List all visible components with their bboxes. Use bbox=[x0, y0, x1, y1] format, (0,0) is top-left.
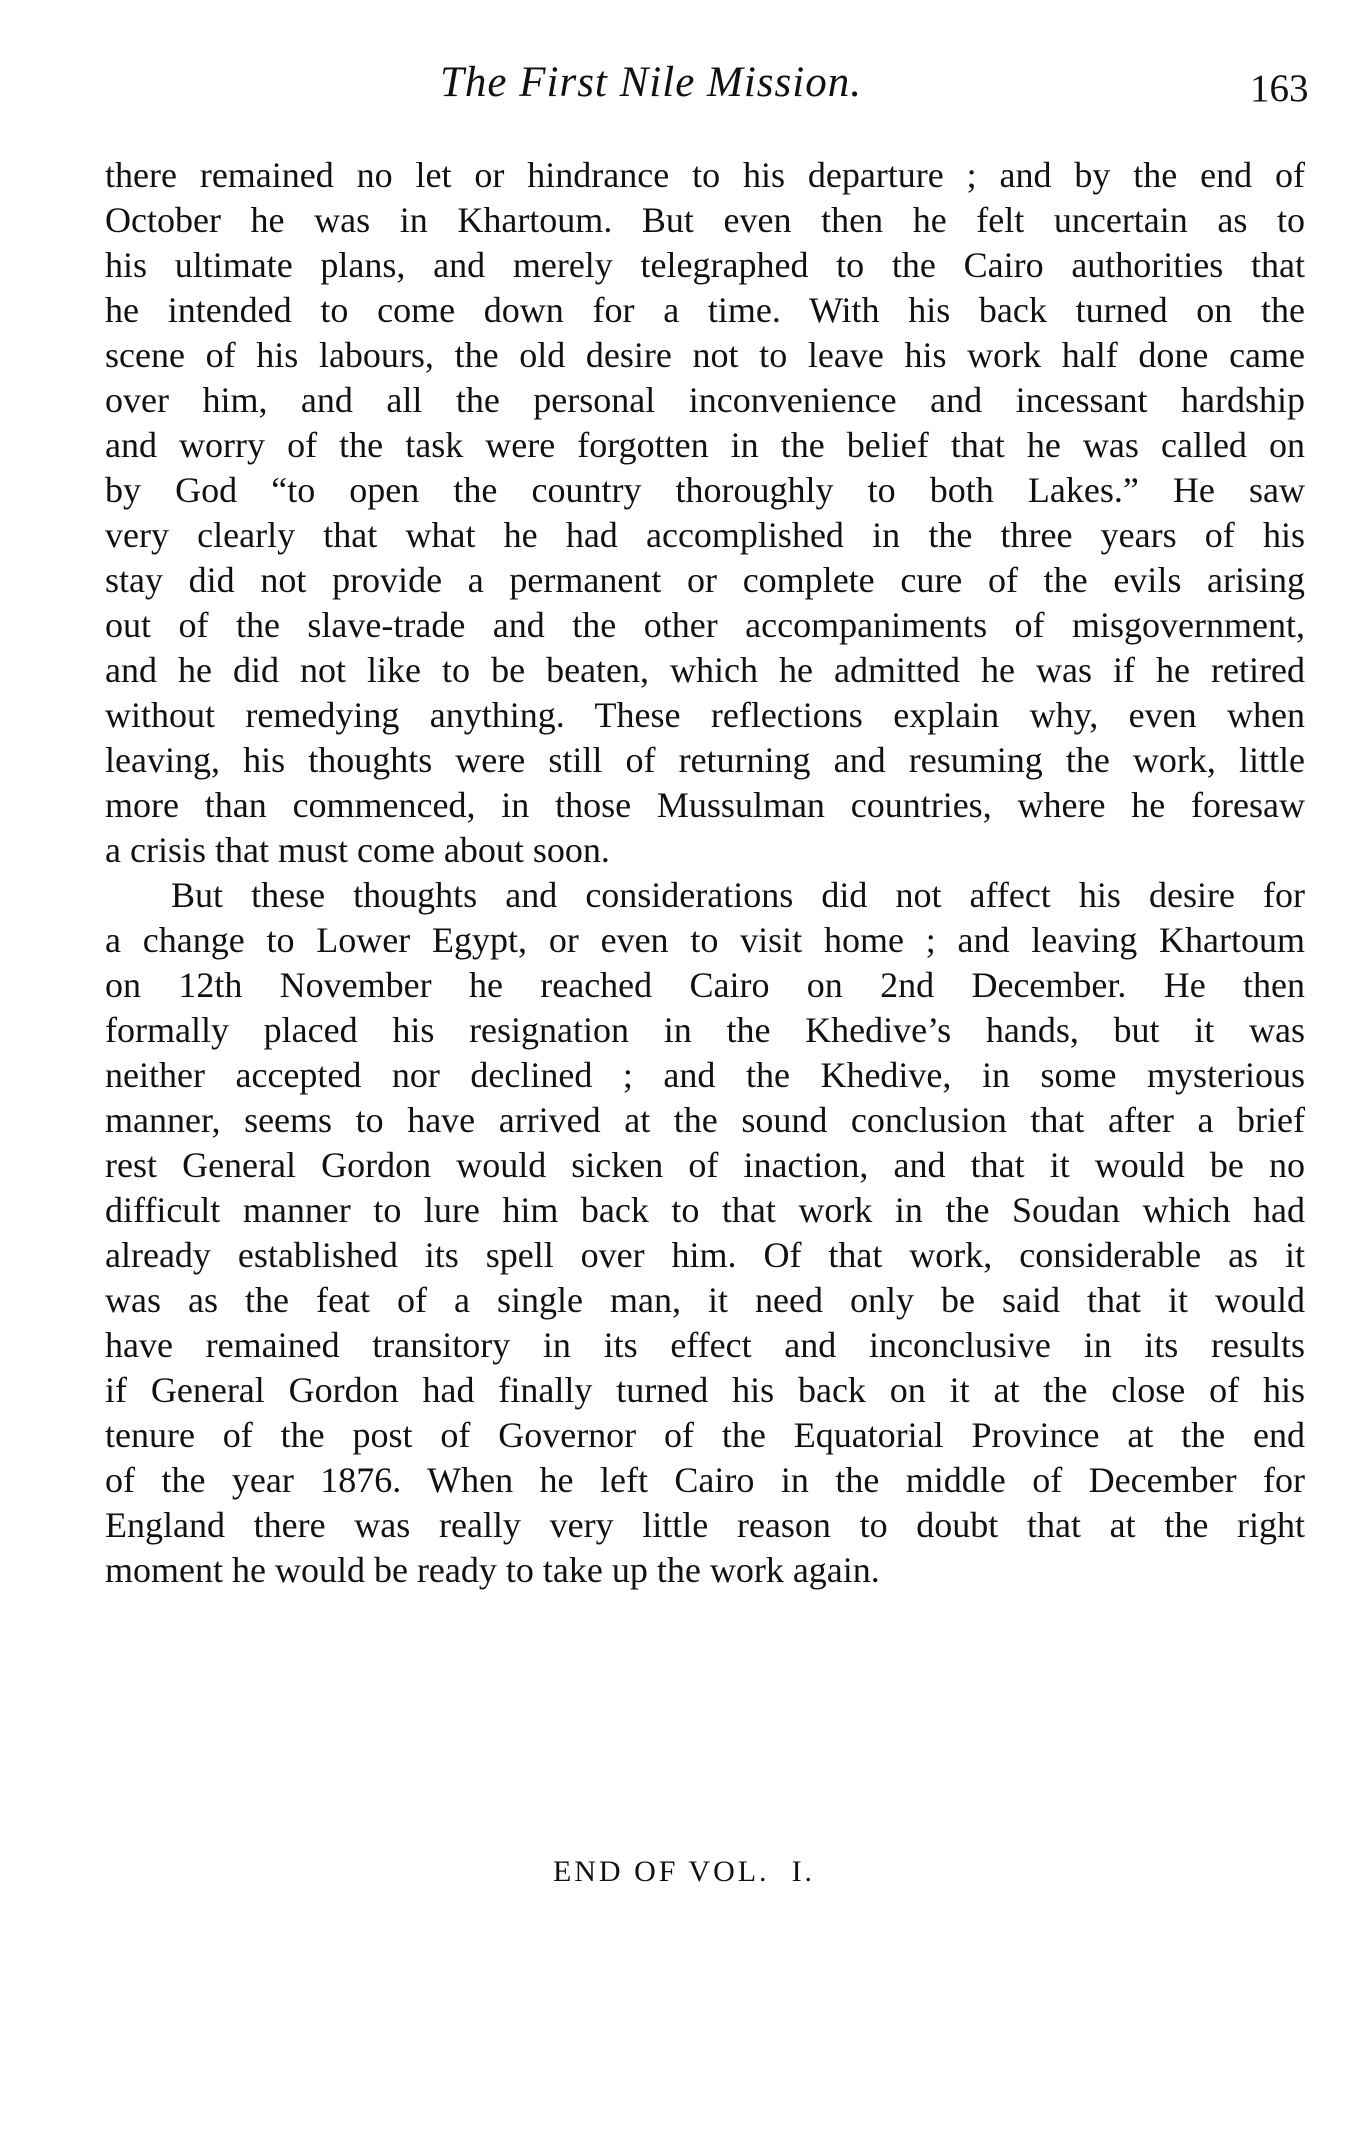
paragraph-1 bbox=[105, 153, 1305, 873]
paragraph-line: a change to Lower Egypt, or even to visit home ; and leaving Khartoum bbox=[105, 920, 1305, 960]
paragraph-line: already established its spell over him. Of that work, considerable as it bbox=[105, 1235, 1305, 1275]
paragraph-2 bbox=[105, 873, 1305, 1593]
paragraph-line: out of the slave-trade and the other accompaniments of misgovernment, bbox=[105, 605, 1305, 645]
end-note-text: END OF VOL. bbox=[552, 1855, 770, 1888]
end-of-volume-note bbox=[0, 1855, 1346, 1889]
paragraph-line: But these thoughts and considerations did not affect his desire for bbox=[171, 875, 1305, 915]
body-text bbox=[105, 153, 1305, 1593]
paragraph-line: difficult manner to lure him back to that work in the Soudan which had bbox=[105, 1190, 1305, 1230]
paragraph-line: over him, and all the personal inconvenience and incessant hardship bbox=[105, 380, 1305, 420]
paragraph-line: his ultimate plans, and merely telegraphed to the Cairo authorities that bbox=[105, 245, 1305, 285]
paragraph-line: more than commenced, in those Mussulman countries, where he foresaw bbox=[105, 785, 1305, 825]
paragraph-line: there remained no let or hindrance to his departure ; and by the end of bbox=[105, 155, 1305, 195]
paragraph-line: October he was in Khartoum. But even then he felt uncertain as to bbox=[105, 200, 1305, 240]
page-number: 163 bbox=[1250, 67, 1309, 110]
paragraph-line: stay did not provide a permanent or complete cure of the evils arising bbox=[105, 560, 1305, 600]
paragraph-line: manner, seems to have arrived at the sound conclusion that after a brief bbox=[105, 1100, 1305, 1140]
running-head bbox=[0, 58, 1346, 118]
paragraph-line: rest General Gordon would sicken of inaction, and that it would be no bbox=[105, 1145, 1305, 1185]
paragraph-line: England there was really very little reason to doubt that at the right bbox=[105, 1505, 1305, 1545]
paragraph-line: very clearly that what he had accomplished in the three years of his bbox=[105, 515, 1305, 555]
paragraph-line: tenure of the post of Governor of the Equatorial Province at the end bbox=[105, 1415, 1305, 1455]
paragraph-line: was as the feat of a single man, it need only be said that it would bbox=[105, 1280, 1305, 1320]
paragraph-line: by God “to open the country thoroughly to both Lakes.” He saw bbox=[105, 470, 1305, 510]
paragraph-line: without remedying anything. These reflections explain why, even when bbox=[105, 695, 1305, 735]
paragraph-line: and worry of the task were forgotten in the belief that he was called on bbox=[105, 425, 1305, 465]
paragraph-line: a crisis that must come about soon. bbox=[105, 830, 610, 870]
paragraph-line: leaving, his thoughts were still of returning and resuming the work, little bbox=[105, 740, 1305, 780]
paragraph-line: he intended to come down for a time. With his back turned on the bbox=[105, 290, 1305, 330]
paragraph-line: if General Gordon had finally turned his back on it at the close of his bbox=[105, 1370, 1305, 1410]
paragraph-line: on 12th November he reached Cairo on 2nd December. He then bbox=[105, 965, 1305, 1005]
paragraph-line: neither accepted nor declined ; and the Khedive, in some mysterious bbox=[105, 1055, 1305, 1095]
paragraph-line: have remained transitory in its effect and inconclusive in its results bbox=[105, 1325, 1305, 1365]
paragraph-line: and he did not like to be beaten, which he admitted he was if he retired bbox=[105, 650, 1305, 690]
paragraph-line: moment he would be ready to take up the work again. bbox=[105, 1550, 880, 1590]
paragraph-line: formally placed his resignation in the Khedive’s hands, but it was bbox=[105, 1010, 1305, 1050]
running-title: The First Nile Mission. bbox=[440, 59, 862, 106]
paragraph-line: of the year 1876. When he left Cairo in the middle of December for bbox=[105, 1460, 1305, 1500]
paragraph-line: scene of his labours, the old desire not to leave his work half done came bbox=[105, 335, 1305, 375]
volume-number: I. bbox=[791, 1855, 816, 1888]
